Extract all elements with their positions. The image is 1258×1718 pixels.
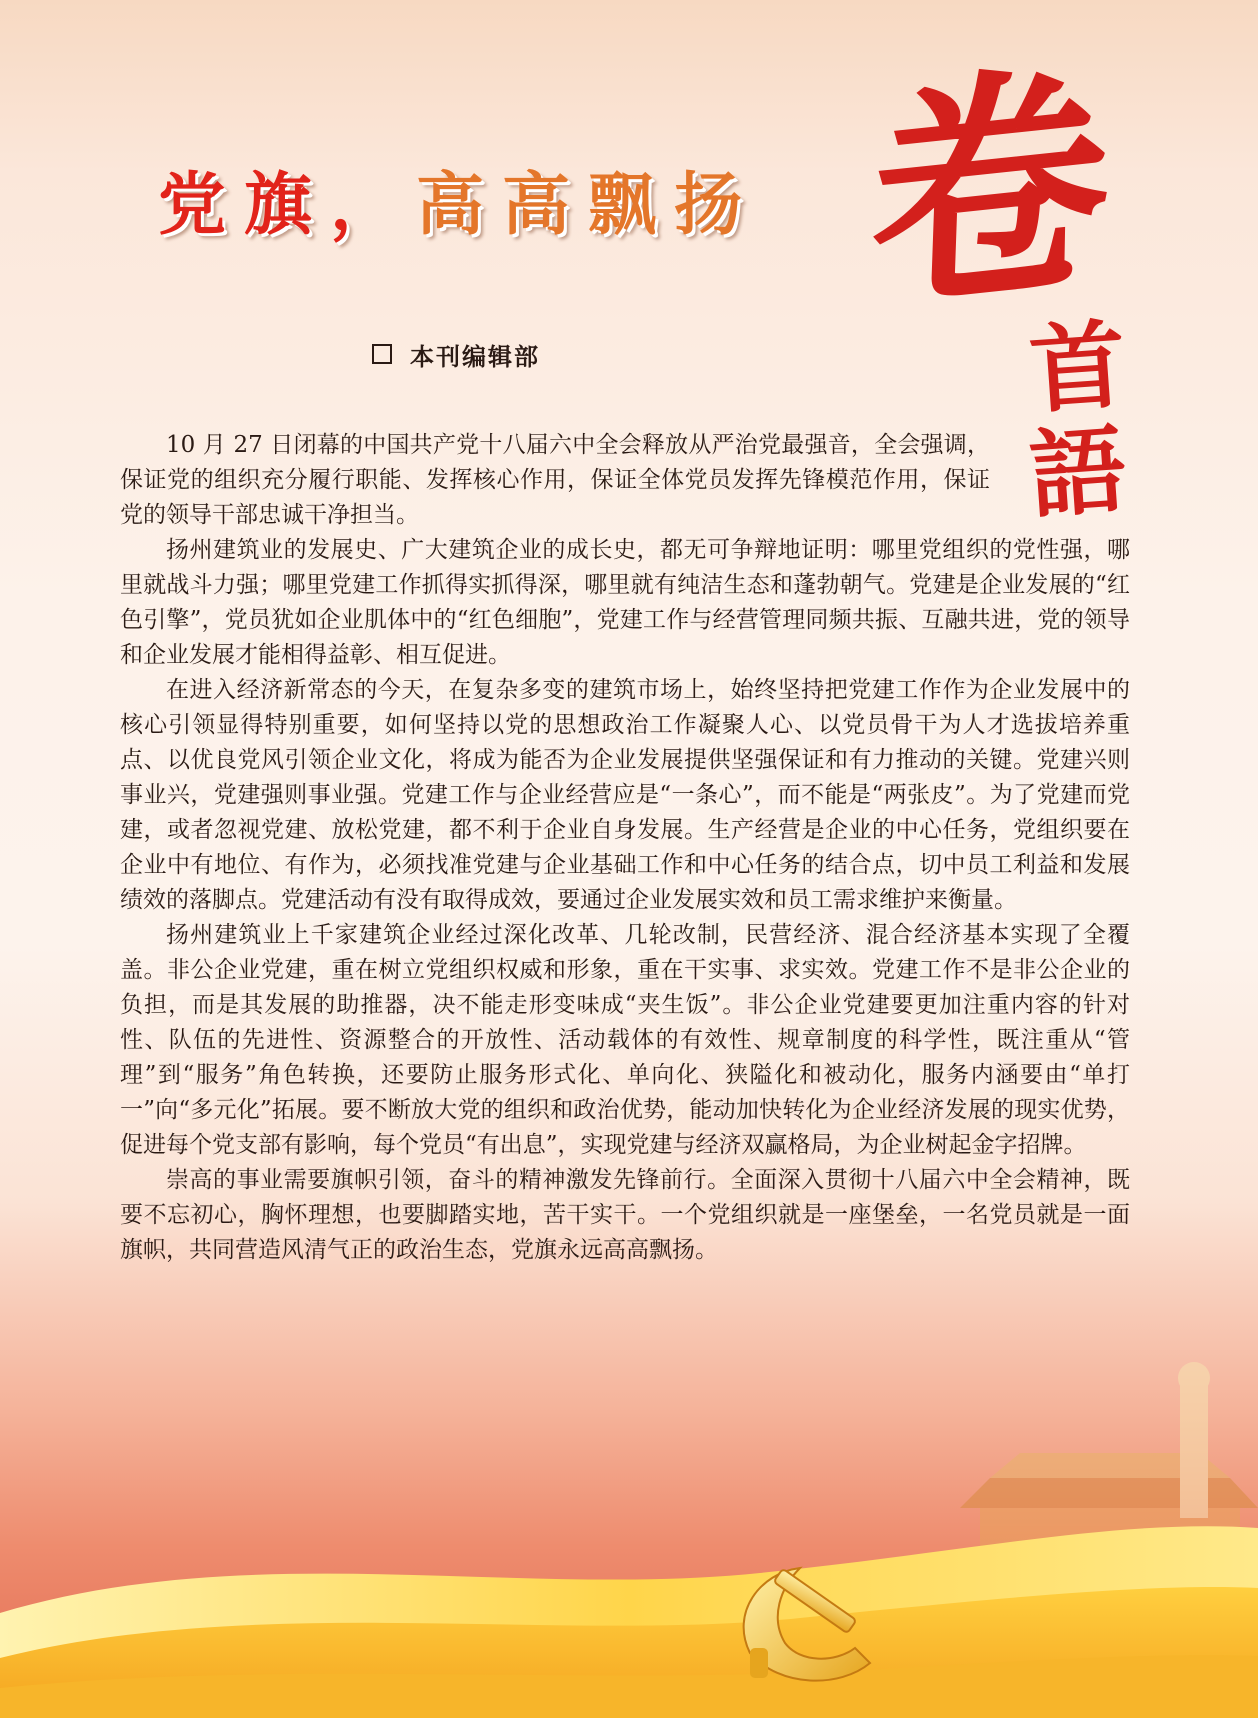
- byline: [372, 336, 540, 372]
- column-label-char-1: 卷: [865, 35, 1115, 345]
- title-part-orange: 高高飘扬: [416, 165, 761, 245]
- page-title: [158, 158, 760, 248]
- paragraph-5: 崇高的事业需要旗帜引领，奋斗的精神激发先锋前行。全面深入贯彻十八届六中全会精神，既要不忘初心，胸怀理想，也要脚踏实地，苦干实干。一个党组织就是一座堡垒，一名党员就是一面旗帜，共同营造风清气正的政治生态，党旗永远高高飘扬。: [120, 1167, 1130, 1263]
- title-part-red: 党旗，: [158, 165, 417, 245]
- decorative-banner-illustration: [0, 1358, 1258, 1718]
- square-bullet-icon: [372, 344, 392, 364]
- column-label-char-2: 首: [1026, 307, 1130, 428]
- article-body: [120, 428, 1130, 1268]
- paragraph-4: 扬州建筑业上千家建筑企业经过深化改革、几轮改制，民营经济、混合经济基本实现了全覆盖。非公企业党建，重在树立党组织权威和形象，重在干实事、求实效。党建工作不是非公企业的负担，而是其发展的助推器，决不能走形变味成“夹生饭”。非公企业党建要更加注重内容的针对性、队伍的先进性、资源整合的开放性、活动载体的有效性、规章制度的科学性，既注重从“管理”到“服务”角色转换，还要防止服务形式化、单向化、狭隘化和被动化，服务内涵要由“单打一”向“多元化”拓展。要不断放大党的组织和政治优势，能动加快转化为企业经济发展的现实优势，促进每个党支部有影响，每个党员“有出息”，实现党建与经济双赢格局，为企业树起金字招牌。: [120, 922, 1130, 1158]
- byline-author: 本刊编辑部: [410, 341, 540, 371]
- paragraph-2: 扬州建筑业的发展史、广大建筑企业的成长史，都无可争辩地证明：哪里党组织的党性强，哪里就战斗力强；哪里党建工作抓得实抓得深，哪里就有纯洁生态和蓬勃朝气。党建是企业发展的“红色引擎”，党员犹如企业肌体中的“红色细胞”，党建工作与经营管理同频共振、互融共进，党的领导和企业发展才能相得益彰、相互促进。: [120, 537, 1130, 668]
- column-label-char-3: 語: [1026, 412, 1130, 533]
- paragraph-1: 10 月 27 日闭幕的中国共产党十八届六中全会释放从严治党最强音，全会强调，保证党的组织充分履行职能、发挥核心作用，保证全体党员发挥先锋模范作用，保证党的领导干部忠诚干净担当。: [120, 432, 990, 528]
- paragraph-3: 在进入经济新常态的今天，在复杂多变的建筑市场上，始终坚持把党建工作作为企业发展中的核心引领显得特别重要，如何坚持以党的思想政治工作凝聚人心、以党员骨干为人才选拔培养重点、以优良党风引领企业文化，将成为能否为企业发展提供坚强保证和有力推动的关键。党建兴则事业兴，党建强则事业强。党建工作与企业经营应是“一条心”，而不能是“两张皮”。为了党建而党建，或者忽视党建、放松党建，都不利于企业自身发展。生产经营是企业的中心任务，党组织要在企业中有地位、有作为，必须找准党建与企业基础工作和中心任务的结合点，切中员工利益和发展绩效的落脚点。党建活动有没有取得成效，要通过企业发展实效和员工需求维护来衡量。: [120, 677, 1130, 913]
